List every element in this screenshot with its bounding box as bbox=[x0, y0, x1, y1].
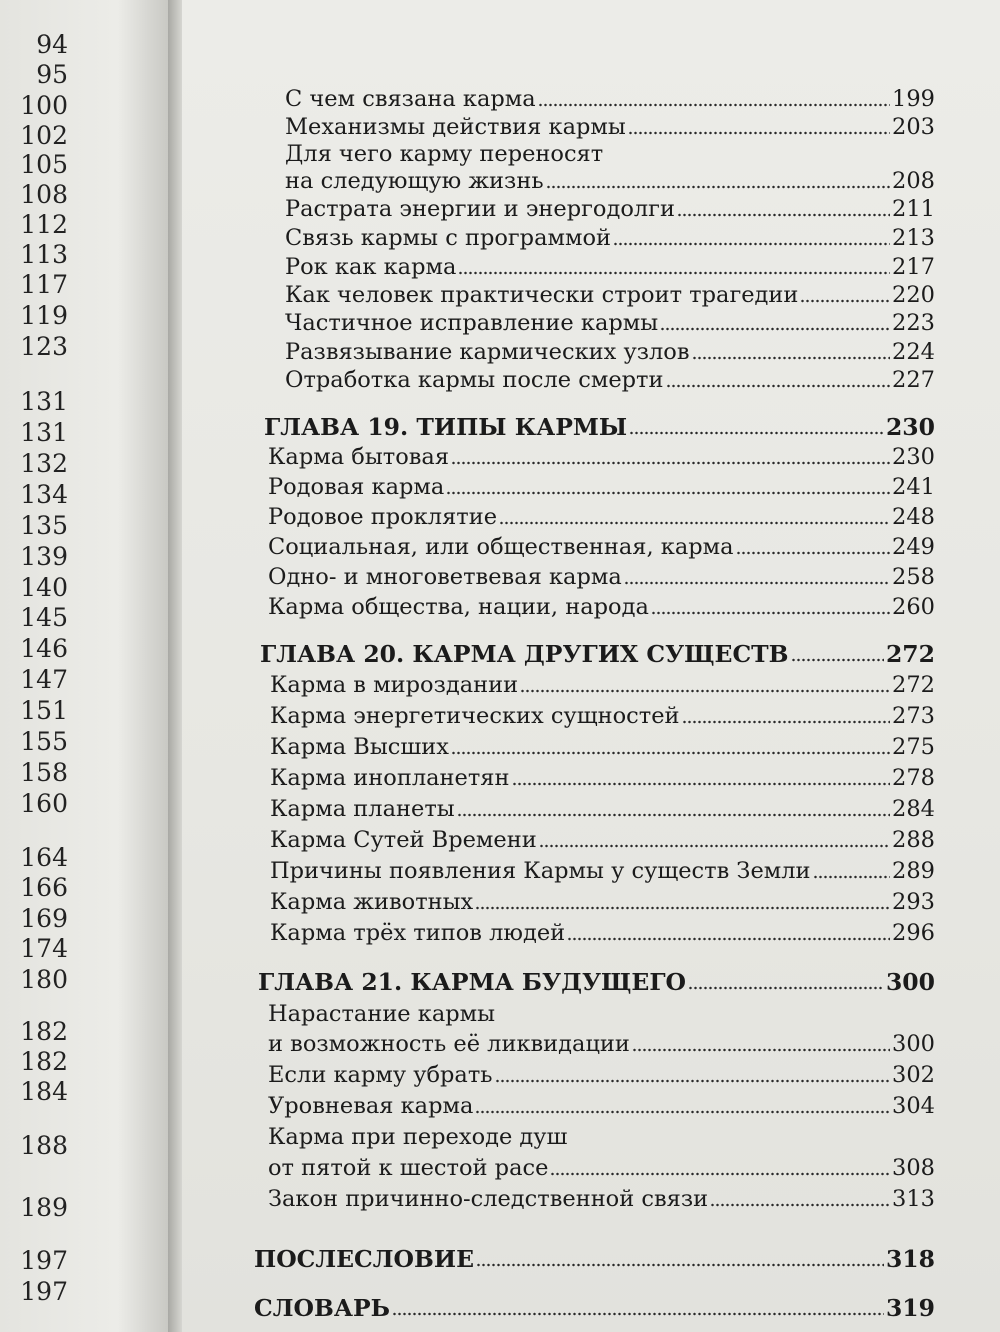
leader-dots bbox=[495, 1079, 891, 1083]
toc-page-number: 223 bbox=[892, 310, 935, 336]
left-page-number: 166 bbox=[20, 873, 68, 902]
toc-entry bbox=[268, 473, 935, 501]
leader-dots bbox=[813, 875, 890, 879]
toc-entry-title: Социальная, или общественная, карма bbox=[268, 534, 734, 560]
toc-page-number: 273 bbox=[892, 703, 935, 729]
toc-entry-title: Карма энергетических сущностей bbox=[270, 703, 680, 729]
toc-page-number: 272 bbox=[885, 640, 935, 668]
toc-entry-title: Для чего карму переносят bbox=[285, 141, 604, 167]
toc-entry bbox=[270, 702, 935, 730]
chapter-title: ГЛАВА 21. КАРМА БУДУЩЕГО bbox=[258, 968, 687, 996]
toc-page-number: 248 bbox=[892, 504, 935, 530]
leader-dots bbox=[688, 986, 884, 990]
toc-entry bbox=[268, 1030, 935, 1058]
toc-page-number: 318 bbox=[885, 1245, 935, 1273]
toc-entry-title: Карма Высших bbox=[270, 734, 449, 760]
leader-dots bbox=[710, 1203, 890, 1207]
leader-dots bbox=[791, 658, 884, 662]
toc-page-number: 213 bbox=[892, 225, 935, 251]
toc-page-number: 230 bbox=[885, 413, 935, 441]
left-page-number: 184 bbox=[20, 1077, 68, 1106]
toc-entry bbox=[268, 1092, 935, 1120]
chapter-heading bbox=[260, 640, 935, 668]
toc-entry bbox=[268, 1185, 935, 1213]
toc-page-number: 241 bbox=[892, 474, 935, 500]
toc-page-number: 230 bbox=[892, 444, 935, 470]
toc-entry bbox=[270, 919, 935, 947]
left-page-number: 182 bbox=[20, 1017, 68, 1046]
toc-entry bbox=[270, 764, 935, 792]
leader-dots bbox=[800, 299, 890, 303]
leader-dots bbox=[666, 384, 891, 388]
toc-page-number: 227 bbox=[892, 367, 935, 393]
toc-entry bbox=[270, 733, 935, 761]
toc-entry bbox=[268, 503, 935, 531]
toc-entry bbox=[285, 281, 935, 309]
toc-entry-title: Карма общества, нации, народа bbox=[268, 594, 649, 620]
left-page-number: 135 bbox=[20, 511, 68, 540]
toc-page-number: 302 bbox=[892, 1062, 935, 1088]
leader-dots bbox=[475, 906, 890, 910]
leader-dots bbox=[628, 131, 890, 135]
toc-entry bbox=[270, 857, 935, 885]
toc-entry-title: Родовое проклятие bbox=[268, 504, 498, 530]
leader-dots bbox=[512, 782, 891, 786]
left-page-number: 95 bbox=[36, 60, 68, 89]
toc-page-number: 308 bbox=[892, 1155, 935, 1181]
toc-entry-title: Родовая карма bbox=[268, 474, 445, 500]
toc-entry-title: Нарастание кармы bbox=[268, 1001, 496, 1027]
toc-entry bbox=[268, 1154, 935, 1182]
left-page-number: 145 bbox=[20, 603, 68, 632]
right-page bbox=[182, 0, 1000, 1332]
toc-page-number: 217 bbox=[892, 254, 935, 280]
chapter-title: СЛОВАРЬ bbox=[254, 1294, 391, 1322]
chapter-heading bbox=[258, 968, 935, 996]
left-page-number: 108 bbox=[20, 180, 68, 209]
left-page-number: 147 bbox=[20, 665, 68, 694]
leader-dots bbox=[539, 844, 890, 848]
toc-entry bbox=[285, 253, 935, 281]
toc-entry-title: Карма в мироздании bbox=[270, 672, 519, 698]
toc-entry-title: Карма животных bbox=[270, 889, 474, 915]
leader-dots bbox=[499, 521, 890, 525]
toc-page-number: 203 bbox=[892, 114, 935, 140]
left-page-number: 134 bbox=[20, 480, 68, 509]
toc-entry-title: Карма инопланетян bbox=[270, 765, 510, 791]
left-page-number: 158 bbox=[20, 758, 68, 787]
left-page-number: 140 bbox=[20, 573, 68, 602]
toc-entry bbox=[285, 85, 935, 113]
left-page bbox=[0, 0, 168, 1332]
toc-entry bbox=[268, 533, 935, 561]
leader-dots bbox=[632, 1048, 890, 1052]
left-page-number: 117 bbox=[20, 270, 68, 299]
toc-entry-title: Уровневая карма bbox=[268, 1093, 474, 1119]
left-page-number: 197 bbox=[20, 1246, 68, 1275]
leader-dots bbox=[451, 751, 890, 755]
toc-entry bbox=[285, 167, 935, 195]
leader-dots bbox=[451, 461, 890, 465]
leader-dots bbox=[546, 185, 890, 189]
toc-entry bbox=[268, 443, 935, 471]
left-page-number: 151 bbox=[20, 696, 68, 725]
leader-dots bbox=[624, 581, 890, 585]
leader-dots bbox=[475, 1110, 890, 1114]
toc-entry bbox=[285, 309, 935, 337]
left-page-number: 155 bbox=[20, 727, 68, 756]
toc-entry bbox=[285, 338, 935, 366]
leader-dots bbox=[538, 103, 890, 107]
toc-entry-title: Если карму убрать bbox=[268, 1062, 493, 1088]
toc-entry bbox=[285, 113, 935, 141]
toc-page-number: 224 bbox=[892, 339, 935, 365]
left-page-number: 169 bbox=[20, 904, 68, 933]
leader-dots bbox=[550, 1172, 890, 1176]
toc-page-number: 258 bbox=[892, 564, 935, 590]
left-page-number: 94 bbox=[36, 30, 68, 59]
left-page-number: 197 bbox=[20, 1277, 68, 1306]
left-page-number: 189 bbox=[20, 1193, 68, 1222]
toc-entry bbox=[270, 826, 935, 854]
toc-entry-title: Карма планеты bbox=[270, 796, 455, 822]
leader-dots bbox=[476, 1263, 884, 1267]
toc-entry-title: Растрата энергии и энергодолги bbox=[285, 196, 675, 222]
left-page-number: 132 bbox=[20, 449, 68, 478]
leader-dots bbox=[692, 356, 891, 360]
toc-page-number: 260 bbox=[892, 594, 935, 620]
left-page-number: 188 bbox=[20, 1131, 68, 1160]
left-page-number: 119 bbox=[20, 301, 68, 330]
left-page-number: 105 bbox=[20, 150, 68, 179]
toc-page-number: 304 bbox=[892, 1093, 935, 1119]
toc-page-number: 293 bbox=[892, 889, 935, 915]
left-page-number: 164 bbox=[20, 843, 68, 872]
leader-dots bbox=[446, 491, 890, 495]
chapter-title: ПОСЛЕСЛОВИЕ bbox=[254, 1245, 474, 1273]
toc-entry bbox=[270, 795, 935, 823]
leader-dots bbox=[458, 271, 890, 275]
toc-entry-title: Карма бытовая bbox=[268, 444, 450, 470]
toc-entry bbox=[268, 1061, 935, 1089]
leader-dots bbox=[651, 611, 890, 615]
left-page-number: 160 bbox=[20, 789, 68, 818]
toc-page-number: 272 bbox=[892, 672, 935, 698]
toc-entry-title: от пятой к шестой расе bbox=[268, 1155, 549, 1181]
chapter-title: ГЛАВА 20. КАРМА ДРУГИХ СУЩЕСТВ bbox=[260, 640, 789, 668]
leader-dots bbox=[660, 327, 890, 331]
leader-dots bbox=[629, 431, 884, 435]
toc-page-number: 296 bbox=[892, 920, 935, 946]
leader-dots bbox=[682, 720, 891, 724]
toc-page-number: 278 bbox=[892, 765, 935, 791]
left-page-number: 102 bbox=[20, 121, 68, 150]
toc-page-number: 284 bbox=[892, 796, 935, 822]
toc-page-number: 289 bbox=[892, 858, 935, 884]
book-gutter bbox=[168, 0, 182, 1332]
toc-page-number: 211 bbox=[892, 196, 935, 222]
leader-dots bbox=[457, 813, 890, 817]
toc-entry-title: Карма Сутей Времени bbox=[270, 827, 537, 853]
chapter-title: ГЛАВА 19. ТИПЫ КАРМЫ bbox=[264, 413, 628, 441]
left-page-number: 123 bbox=[20, 332, 68, 361]
left-page-number: 182 bbox=[20, 1047, 68, 1076]
toc-page-number: 208 bbox=[892, 168, 935, 194]
leader-dots bbox=[677, 213, 890, 217]
toc-entry bbox=[268, 563, 935, 591]
left-page-number: 174 bbox=[20, 934, 68, 963]
toc-entry-title: Отработка кармы после смерти bbox=[285, 367, 664, 393]
leader-dots bbox=[736, 551, 890, 555]
toc-entry bbox=[270, 671, 935, 699]
left-page-number: 131 bbox=[20, 418, 68, 447]
leader-dots bbox=[392, 1312, 884, 1316]
chapter-heading bbox=[254, 1245, 935, 1273]
toc-page-number: 319 bbox=[885, 1294, 935, 1322]
toc-entry-title: Рок как карма bbox=[285, 254, 457, 280]
toc-entry bbox=[285, 366, 935, 394]
toc-entry-title: Связь кармы с программой bbox=[285, 225, 612, 251]
leader-dots bbox=[567, 937, 890, 941]
left-page-number: 180 bbox=[20, 965, 68, 994]
toc-entry bbox=[268, 593, 935, 621]
toc-entry bbox=[285, 224, 935, 252]
chapter-heading bbox=[264, 413, 935, 441]
toc-page-number: 220 bbox=[892, 282, 935, 308]
toc-entry-title: на следующую жизнь bbox=[285, 168, 544, 194]
toc-entry bbox=[270, 888, 935, 916]
toc-entry-title: и возможность её ликвидации bbox=[268, 1031, 630, 1057]
left-page-number: 131 bbox=[20, 387, 68, 416]
toc-entry-title: Карма трёх типов людей bbox=[270, 920, 566, 946]
toc-entry-title: Одно- и многоветвевая карма bbox=[268, 564, 622, 590]
toc-entry-title: Закон причинно-следственной связи bbox=[268, 1186, 709, 1212]
left-page-number: 146 bbox=[20, 634, 68, 663]
toc-page-number: 249 bbox=[892, 534, 935, 560]
toc-entry-title: Причины появления Кармы у существ Земли bbox=[270, 858, 811, 884]
toc-page-number: 275 bbox=[892, 734, 935, 760]
toc-page-number: 300 bbox=[885, 968, 935, 996]
toc-entry-title: Частичное исправление кармы bbox=[285, 310, 659, 336]
toc-page-number: 199 bbox=[892, 86, 935, 112]
toc-entry-title: С чем связана карма bbox=[285, 86, 536, 112]
toc-page-number: 288 bbox=[892, 827, 935, 853]
chapter-heading bbox=[254, 1294, 935, 1322]
toc-entry-title: Карма при переходе душ bbox=[268, 1124, 568, 1150]
toc-entry-title: Механизмы действия кармы bbox=[285, 114, 626, 140]
leader-dots bbox=[520, 689, 890, 693]
toc-page-number: 313 bbox=[892, 1186, 935, 1212]
toc-entry bbox=[285, 195, 935, 223]
toc-entry-title: Как человек практически строит трагедии bbox=[285, 282, 799, 308]
leader-dots bbox=[613, 242, 890, 246]
left-page-number: 112 bbox=[20, 210, 68, 239]
left-page-number: 100 bbox=[20, 91, 68, 120]
toc-page-number: 300 bbox=[892, 1031, 935, 1057]
toc-entry-title: Развязывание кармических узлов bbox=[285, 339, 690, 365]
left-page-number: 113 bbox=[20, 240, 68, 269]
left-page-number: 139 bbox=[20, 542, 68, 571]
